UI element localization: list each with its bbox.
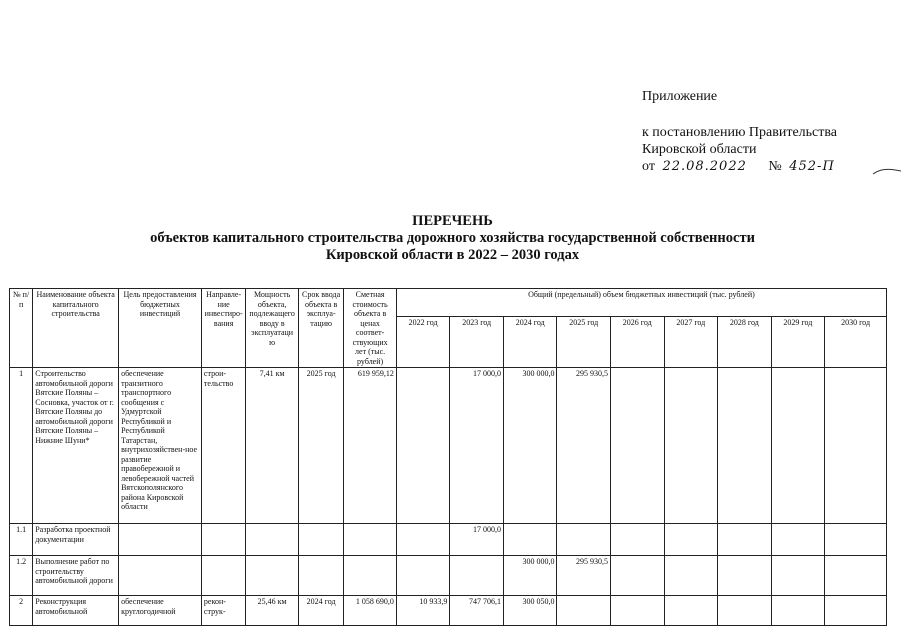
cell-2024: 300 050,0 xyxy=(503,596,557,626)
cell-2023: 17 000,0 xyxy=(450,368,504,524)
cell-capacity xyxy=(246,524,299,556)
cell-2030 xyxy=(825,556,887,596)
handwritten-number: 452-П xyxy=(789,159,835,174)
header-year: 2023 год xyxy=(450,316,504,367)
cell-2023: 17 000,0 xyxy=(450,524,504,556)
cell-2022 xyxy=(396,556,450,596)
objects-table xyxy=(9,288,887,626)
cell-term: 2025 год xyxy=(298,368,343,524)
handwritten-date: 22.08.2022 xyxy=(662,159,747,174)
cell-2028 xyxy=(718,524,772,556)
cell-2024 xyxy=(503,524,557,556)
cell-goal: обеспечение транзитного транспортного сообщения с Удмуртской Республикой и Республикой Татарстан, внутрихозяйствен-ное развитие правобережной и левобережной частей Вятскополянского района Кировской области xyxy=(119,368,202,524)
cell-num: 2 xyxy=(10,596,33,626)
appendix-to-line1: к постановлению Правительства xyxy=(642,125,838,140)
cell-2030 xyxy=(825,368,887,524)
table-row xyxy=(10,556,887,596)
header-goal: Цель предоставления бюджетных инвестиций xyxy=(119,289,202,368)
cell-2026 xyxy=(611,368,665,524)
cell-2025 xyxy=(557,524,611,556)
cell-term xyxy=(298,524,343,556)
header-year: 2024 год xyxy=(503,316,557,367)
cell-direction xyxy=(201,524,245,556)
signature-stroke xyxy=(872,166,902,176)
cell-2029 xyxy=(771,596,825,626)
document-title xyxy=(0,213,905,264)
cell-2029 xyxy=(771,524,825,556)
cell-2026 xyxy=(611,596,665,626)
appendix-to-line2: Кировской области xyxy=(642,142,757,157)
cell-2026 xyxy=(611,524,665,556)
cell-2029 xyxy=(771,368,825,524)
header-direction: Направле-ние инвестиро-вания xyxy=(201,289,245,368)
cell-cost: 1 058 690,0 xyxy=(344,596,397,626)
appendix-date-line xyxy=(642,158,835,175)
cell-direction: рекон-струк- xyxy=(201,596,245,626)
cell-2030 xyxy=(825,524,887,556)
header-num: № п/п xyxy=(10,289,33,368)
cell-2028 xyxy=(718,556,772,596)
header-year: 2028 год xyxy=(718,316,772,367)
cell-2028 xyxy=(718,596,772,626)
cell-2022 xyxy=(396,524,450,556)
cell-cost: 619 959,12 xyxy=(344,368,397,524)
header-year: 2030 год xyxy=(825,316,887,367)
table-row xyxy=(10,596,887,626)
cell-term: 2024 год xyxy=(298,596,343,626)
title-line3: Кировской области в 2022 – 2030 годах xyxy=(325,247,580,263)
cell-2025: 295 930,5 xyxy=(557,368,611,524)
cell-2027 xyxy=(664,556,718,596)
cell-name: Разработка проектной документации xyxy=(33,524,119,556)
header-year: 2027 год xyxy=(664,316,718,367)
header-year: 2029 год xyxy=(771,316,825,367)
cell-goal xyxy=(119,556,202,596)
cell-2028 xyxy=(718,368,772,524)
table-row xyxy=(10,524,887,556)
cell-2023 xyxy=(450,556,504,596)
cell-capacity xyxy=(246,556,299,596)
title-line1: ПЕРЕЧЕНЬ xyxy=(412,213,493,229)
cell-2027 xyxy=(664,368,718,524)
cell-2022: 10 933,9 xyxy=(396,596,450,626)
cell-name: Выполнение работ по строительству автомобильной дороги xyxy=(33,556,119,596)
cell-capacity: 25,46 км xyxy=(246,596,299,626)
title-line2: объектов капитального строительства дорожного хозяйства государственной собственности xyxy=(150,230,755,246)
header-term: Срок ввода объекта в эксплуа-тацию xyxy=(298,289,343,368)
cell-2025: 295 930,5 xyxy=(557,556,611,596)
cell-cost xyxy=(344,524,397,556)
cell-num: 1.1 xyxy=(10,524,33,556)
cell-cost xyxy=(344,556,397,596)
header-total-volume: Общий (предельный) объем бюджетных инвестиций (тыс. рублей) xyxy=(396,289,886,317)
cell-2030 xyxy=(825,596,887,626)
cell-goal: обеспечение круглогодичной xyxy=(119,596,202,626)
header-cost: Сметная стоимость объекта в ценах соответ-ствующих лет (тыс. рублей) xyxy=(344,289,397,368)
from-prefix: от xyxy=(642,159,655,174)
cell-2022 xyxy=(396,368,450,524)
header-year: 2026 год xyxy=(611,316,665,367)
appendix-label: Приложение xyxy=(642,89,718,104)
header-name: Наименование объекта капитального строительства xyxy=(33,289,119,368)
header-year: 2022 год xyxy=(396,316,450,367)
table-row xyxy=(10,368,887,524)
header-year: 2025 год xyxy=(557,316,611,367)
cell-2026 xyxy=(611,556,665,596)
cell-2027 xyxy=(664,596,718,626)
number-prefix: № xyxy=(768,159,782,174)
cell-goal xyxy=(119,524,202,556)
cell-name: Реконструкция автомобильной xyxy=(33,596,119,626)
cell-2025 xyxy=(557,596,611,626)
header-capacity: Мощность объекта, подлежащего вводу в эксплуатацию xyxy=(246,289,299,368)
cell-direction xyxy=(201,556,245,596)
cell-direction: строи-тельство xyxy=(201,368,245,524)
cell-capacity: 7,41 км xyxy=(246,368,299,524)
cell-name: Строительство автомобильной дороги Вятские Поляны – Сосновка, участок от г. Вятские Поляны до автомобильной дороги Вятские Поляны – Нижние Шуни* xyxy=(33,368,119,524)
cell-2029 xyxy=(771,556,825,596)
cell-num: 1 xyxy=(10,368,33,524)
cell-num: 1.2 xyxy=(10,556,33,596)
cell-2024: 300 000,0 xyxy=(503,556,557,596)
cell-term xyxy=(298,556,343,596)
cell-2024: 300 000,0 xyxy=(503,368,557,524)
header-row-top xyxy=(10,289,887,317)
cell-2027 xyxy=(664,524,718,556)
cell-2023: 747 706,1 xyxy=(450,596,504,626)
